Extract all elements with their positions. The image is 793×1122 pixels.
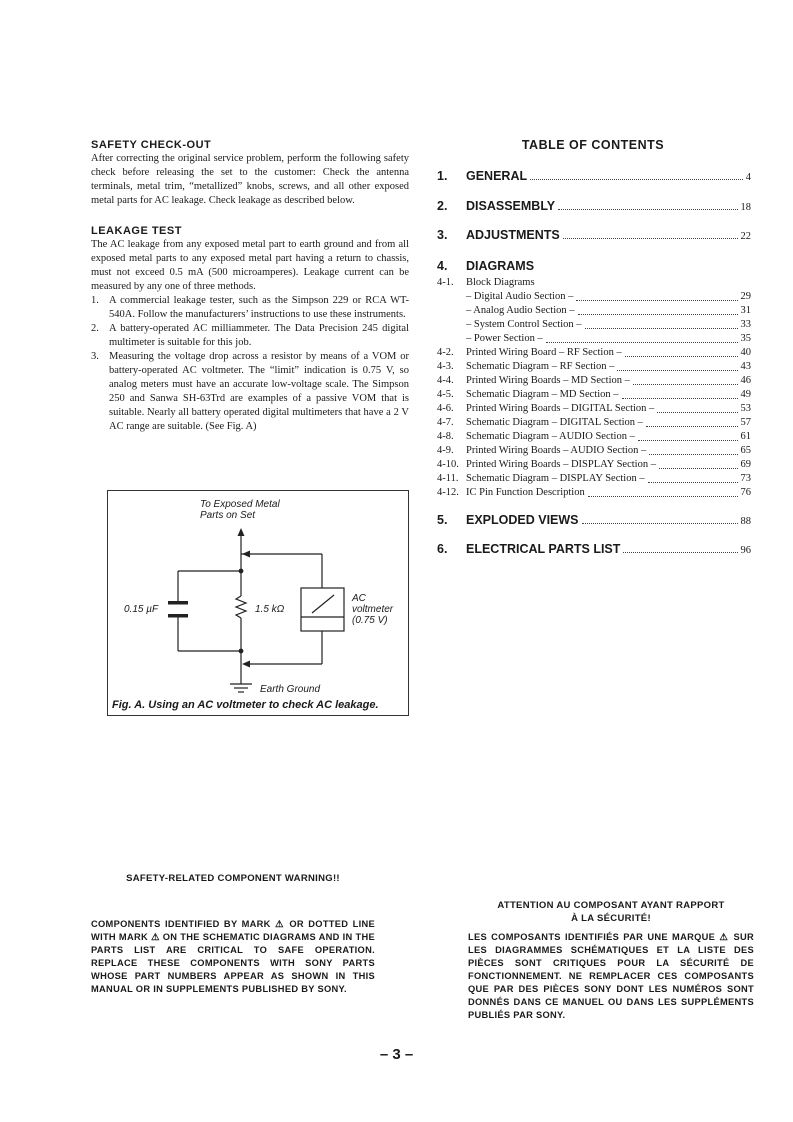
toc-subentry-title: Schematic Diagram – DISPLAY Section – [466, 473, 645, 484]
method-item [91, 294, 409, 322]
toc-subentry-title: – Analog Audio Section – [466, 305, 575, 316]
toc-subentry-number: 4-3. [437, 361, 454, 372]
dot-leader [657, 411, 737, 413]
dot-leader [617, 369, 737, 371]
toc-subentry[interactable] [437, 332, 751, 346]
toc-subentry-number: 4-6. [437, 403, 454, 414]
leakage-methods-list [91, 294, 409, 434]
figure-caption: Fig. A. Using an AC voltmeter to check AC leakage. [112, 699, 379, 711]
probe-label: To Exposed Metal [200, 499, 280, 510]
toc-subentry[interactable] [437, 472, 751, 486]
dot-leader [558, 208, 737, 210]
toc-subentry-number: 4-5. [437, 389, 454, 400]
toc-entry-adjustments[interactable] [437, 228, 751, 242]
method-text: Measuring the voltage drop across a resistor by means of a VOM or battery-operated AC voltmeter. The “limit” indication is 0.75 V, so analog meters must have an accurate low-voltage scale. The Simpson 250 and Sanwa SH-63Trd are examples of a passive VOM that is suitable. Nearly all battery operated digital multimeters that have a 2 V AC range are suitable. (See Fig. A) [109, 351, 409, 432]
toc-subentry[interactable] [437, 290, 751, 304]
toc-subentry[interactable] [437, 416, 751, 430]
resistor-label: 1.5 kΩ [255, 604, 285, 615]
toc-entry-general[interactable] [437, 169, 751, 183]
warning-fr-body: LES COMPOSANTS IDENTIFIÉS PAR UNE MARQUE ⚠ SUR LES DIAGRAMMES SCHÉMATIQUES ET LA LISTE DES PIÈCES SONT CRITIQUES POUR LA SÉCURITÉ DE FONCTIONNEMENT. NE REMPLACER CES COMPOSANTS QUE PAR DES PIÈCES SONY DONT LES NUMÉROS SONT DONNÉS DANS CE MANUEL OU DANS LES SUPPLÉMENTS PUBLIÉS PAR SONY. [468, 932, 754, 1020]
leakage-test-heading: LEAKAGE TEST [91, 225, 182, 237]
figure-a-circuit [107, 490, 409, 716]
toc-entry-title: DIAGRAMS [466, 259, 535, 273]
toc-entry-electrical-parts-list[interactable] [437, 542, 751, 556]
toc-number: 1. [437, 169, 448, 183]
dot-leader [578, 313, 738, 315]
capacitor-plate [168, 601, 188, 605]
toc-subentry-title: Schematic Diagram – MD Section – [466, 389, 619, 400]
toc-subentry-number: 4-1. [437, 277, 454, 288]
toc-subentry[interactable] [437, 388, 751, 402]
up-arrow-icon [238, 528, 245, 536]
toc-subentry[interactable] [437, 346, 751, 360]
toc-subentry-number: 4-10. [437, 459, 459, 470]
method-number: 3. [91, 351, 99, 362]
warning-fr-title: À LA SÉCURITÉ! [571, 913, 651, 924]
toc-subentry-title: Schematic Diagram – RF Section – [466, 361, 615, 372]
dot-leader [625, 355, 738, 357]
safety-checkout-heading: SAFETY CHECK-OUT [91, 139, 212, 151]
toc-entry-diagrams[interactable] [437, 259, 751, 273]
dot-leader [546, 341, 738, 343]
dot-leader [585, 327, 738, 329]
toc-number: 5. [437, 513, 448, 527]
dot-leader [638, 439, 738, 441]
meter-label: (0.75 V) [352, 615, 388, 626]
toc-subentry-title: Printed Wiring Boards – MD Section – [466, 375, 630, 386]
toc-subentry-number: 4-11. [437, 473, 459, 484]
dot-leader [622, 397, 738, 399]
toc-subentry-title: Printed Wiring Boards – DISPLAY Section – [466, 459, 656, 470]
toc-subentry-title: Schematic Diagram – DIGITAL Section – [466, 417, 643, 428]
toc-subentry[interactable] [437, 444, 751, 458]
toc-subentry[interactable] [437, 360, 751, 374]
dot-leader [623, 551, 737, 553]
toc-subentry-title: Printed Wiring Board – RF Section – [466, 347, 622, 358]
toc-subentry[interactable] [437, 458, 751, 472]
toc-subentry[interactable] [437, 486, 751, 500]
toc-subentry-page: 65 [740, 445, 751, 456]
method-item [91, 350, 409, 434]
toc-entry-title: GENERAL [466, 169, 528, 183]
toc-subentry-page: 46 [740, 375, 751, 386]
method-text: A commercial leakage tester, such as the Simpson 229 or RCA WT-540A. Follow the manufacturers’ instructions to use these instruments. [109, 295, 409, 320]
toc-page: 18 [740, 202, 751, 213]
capacitor-label: 0.15 µF [124, 604, 159, 615]
toc-subentry-page: 33 [740, 319, 751, 330]
toc-page: 22 [740, 231, 751, 242]
capacitor-plate [168, 614, 188, 618]
toc-subentry-number: 4-7. [437, 417, 454, 428]
toc-entry-title: ELECTRICAL PARTS LIST [466, 542, 621, 556]
leakage-test-paragraph: The AC leakage from any exposed metal part to earth ground and from all exposed metal parts to any exposed metal part having a return to chassis, must not exceed 0.5 mA (500 microamperes). Leakage current can be measured by any one of three methods. [91, 239, 409, 292]
dot-leader [633, 383, 738, 385]
toc-subentry-number: 4-12. [437, 487, 459, 498]
toc-page: 4 [745, 172, 751, 183]
warning-fr-title: ATTENTION AU COMPOSANT AYANT RAPPORT [497, 900, 725, 911]
toc-entry-title: EXPLODED VIEWS [466, 513, 579, 527]
dot-leader [659, 467, 738, 469]
ground-label: Earth Ground [260, 684, 321, 695]
method-number: 1. [91, 295, 99, 306]
toc-entry-title: DISASSEMBLY [466, 199, 556, 213]
warning-en-title: SAFETY-RELATED COMPONENT WARNING!! [126, 873, 340, 884]
toc-entry-disassembly[interactable] [437, 199, 751, 213]
toc-subentry-number: 4-2. [437, 347, 454, 358]
toc-subentry-title: – Power Section – [466, 333, 543, 344]
safety-checkout-paragraph: After correcting the original service problem, perform the following safety check before releasing the set to the customer: Check the antenna terminals, metal trim, “metallized” knobs, screws, and all other exposed metal parts for AC leakage. Check leakage as described below. [91, 153, 409, 206]
toc-number: 3. [437, 228, 448, 242]
toc-subentry-page: 40 [740, 347, 751, 358]
toc-number: 4. [437, 259, 448, 273]
toc-subentry[interactable] [437, 374, 751, 388]
toc-entry-exploded-views[interactable] [437, 513, 751, 527]
dot-leader [582, 522, 738, 524]
toc-subentry-page: 31 [740, 305, 751, 316]
meter-label: voltmeter [352, 604, 394, 615]
toc-subentry-number: 4-4. [437, 375, 454, 386]
toc-subentry-page: 43 [740, 361, 751, 372]
method-item [91, 322, 409, 350]
method-text: A battery-operated AC milliammeter. The Data Precision 245 digital multimeter is suitable for this job. [109, 323, 409, 348]
left-column [91, 138, 409, 434]
toc-subentry-page: 53 [740, 403, 751, 414]
toc-subentry[interactable] [437, 304, 751, 318]
left-arrow-icon [242, 661, 250, 668]
toc-subentry[interactable] [437, 402, 751, 416]
toc-entry-title: ADJUSTMENTS [466, 228, 560, 242]
toc-subentry-title: Printed Wiring Boards – AUDIO Section – [466, 445, 647, 456]
toc-subentry-page: 57 [740, 417, 751, 428]
toc-subentry-page: 35 [740, 333, 751, 344]
toc-subentry-page: 69 [740, 459, 751, 470]
page-number: – 3 – [379, 1046, 414, 1063]
toc-page: 96 [740, 545, 751, 556]
toc-page: 88 [740, 516, 751, 527]
toc-subentry-page: 49 [740, 389, 751, 400]
toc-number: 6. [437, 542, 448, 556]
probe-label: Parts on Set [200, 510, 256, 521]
toc-number: 2. [437, 199, 448, 213]
toc-subentry-number: 4-9. [437, 445, 454, 456]
dot-leader [530, 178, 743, 180]
dot-leader [563, 237, 738, 239]
toc-title: TABLE OF CONTENTS [521, 138, 665, 152]
toc-subentry[interactable] [437, 318, 751, 332]
dot-leader [576, 299, 737, 301]
toc-subentry-page: 29 [740, 291, 751, 302]
dot-leader [649, 453, 737, 455]
toc-subentry-title: IC Pin Function Description [466, 487, 585, 498]
dot-leader [588, 495, 738, 497]
meter-label: AC [352, 593, 366, 604]
toc-subentry-number: 4-8. [437, 431, 454, 442]
toc-subentry-page: 61 [740, 431, 751, 442]
toc-subentry-title: – System Control Section – [466, 319, 582, 330]
toc-subentry[interactable] [437, 276, 751, 290]
toc-subentry-title: – Digital Audio Section – [466, 291, 574, 302]
toc-subentry-title: Block Diagrams [466, 277, 535, 288]
toc-subentry[interactable] [437, 430, 751, 444]
method-number: 2. [91, 323, 99, 334]
left-arrow-icon [242, 551, 250, 558]
toc-subentry-title: Printed Wiring Boards – DIGITAL Section – [466, 403, 655, 414]
dot-leader [648, 481, 738, 483]
dot-leader [646, 425, 738, 427]
toc-subentry-page: 73 [740, 473, 751, 484]
toc-subentry-page: 76 [740, 487, 751, 498]
toc-subentry-title: Schematic Diagram – AUDIO Section – [466, 431, 635, 442]
warning-en-body: COMPONENTS IDENTIFIED BY MARK ⚠ OR DOTTED LINE WITH MARK ⚠ ON THE SCHEMATIC DIAGRAMS AND IN THE PARTS LIST ARE CRITICAL TO SAFE OPERATION. REPLACE THESE COMPONENTS WITH SONY PARTS WHOSE PART NUMBERS APPEAR AS SHOWN IN THIS MANUAL OR IN SUPPLEMENTS PUBLISHED BY SONY. [91, 919, 375, 994]
